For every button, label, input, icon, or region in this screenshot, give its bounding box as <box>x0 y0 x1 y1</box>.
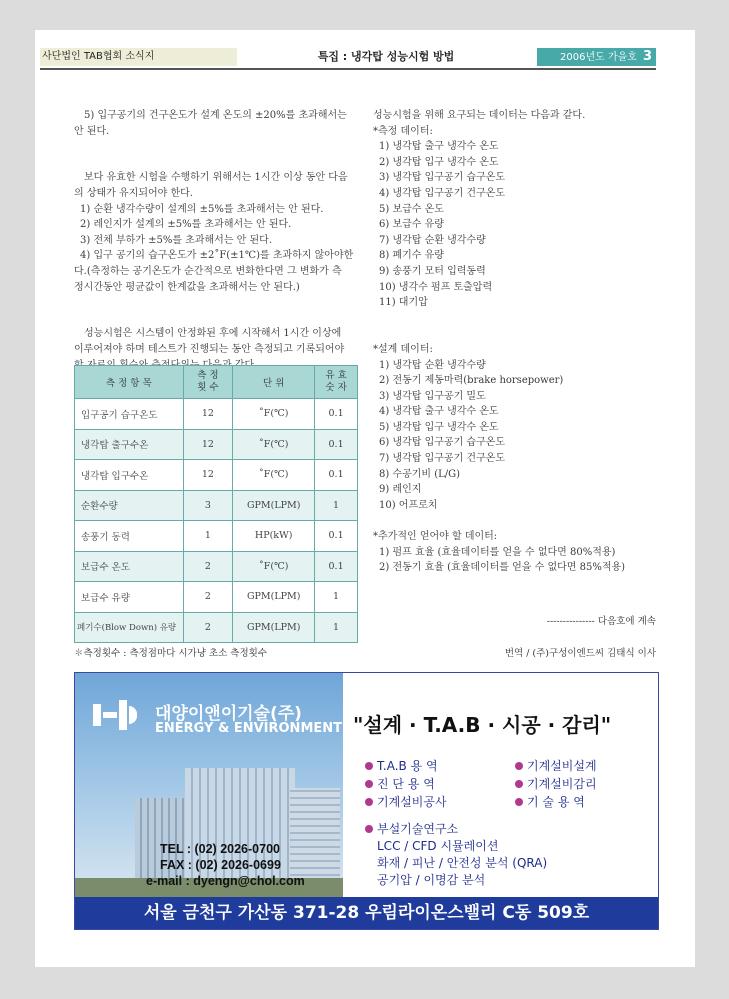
bullet-icon <box>365 780 373 788</box>
list-item: 5) 냉각탑 입구 냉각수 온도 <box>379 421 499 433</box>
cell-item: 냉각탑 출구수온 <box>75 429 184 460</box>
col-header-count: 측 정 횟 수 <box>183 366 233 399</box>
list-item: 1) 냉각탑 순환 냉각수량 <box>379 359 486 371</box>
cell-unit: ˚F(℃) <box>233 551 315 582</box>
paragraph-line: 의 상태가 유지되어야 한다. <box>74 187 193 199</box>
translator-credit: 번역 / (주)구성이엔드씨 김태식 이사 <box>504 648 656 659</box>
section-label: *설계 데이터: <box>373 343 433 355</box>
table-row <box>75 521 358 552</box>
col-header-item: 측 정 항 목 <box>75 366 184 399</box>
list-item: 2) 전동기 제동마력(brake horsepower) <box>379 375 564 387</box>
bullet-icon <box>365 762 373 770</box>
section-label: *측정 데이터: <box>373 125 433 137</box>
service-item: 진 단 용 역 <box>365 775 447 793</box>
list-item: 10) 냉각수 펌프 토출압력 <box>379 281 493 293</box>
service-item: 기계설비공사 <box>365 793 447 811</box>
paragraph-line: 5) 입구공기의 건구온도가 설계 온도의 ±20%를 초과해서는 <box>84 110 347 121</box>
feature-title: 특집 : 냉각탑 성능시험 방법 <box>317 50 455 63</box>
section-label: *추가적인 얻어야 할 데이터: <box>373 531 498 543</box>
bullet-icon <box>365 798 373 806</box>
cell-item: 송풍기 동력 <box>75 521 184 552</box>
email-address: e-mail : dyengn@chol.com <box>146 874 305 888</box>
cell-count: 12 <box>183 429 233 460</box>
page-header <box>40 48 656 70</box>
list-item: 9) 송풍기 모터 입력동력 <box>379 265 486 277</box>
cell-item: 냉각탑 입구수온 <box>75 460 184 491</box>
table-header-row <box>75 366 358 399</box>
list-item: 10) 어프로치 <box>379 499 438 511</box>
cell-item: 입구공기 습구온도 <box>75 399 184 430</box>
cell-digits: 0.1 <box>315 429 358 460</box>
table-row <box>75 551 358 582</box>
service-item: 기계설비감리 <box>515 775 597 793</box>
bullet-icon <box>515 762 523 770</box>
publication-name: 사단법인 TAB협회 소식지 <box>40 48 237 66</box>
list-item: 9) 레인지 <box>379 484 422 496</box>
cell-unit: ˚F(℃) <box>233 460 315 491</box>
cell-count: 2 <box>183 612 233 643</box>
table-note: ✽측정횟수 : 측정점마다 시가냥 초소 측정횟수 <box>74 648 267 659</box>
cell-digits: 1 <box>315 612 358 643</box>
company-english-name: ENERGY & ENVIRONMENT <box>155 721 343 736</box>
cell-unit: GPM(LPM) <box>233 490 315 521</box>
company-name: 대양이앤이기술(주) <box>155 704 302 724</box>
right-column <box>373 108 659 576</box>
list-item: 7) 냉각탑 순환 냉각수량 <box>379 234 486 246</box>
continued-note: --------------- 다음호에 계속 <box>546 616 656 627</box>
cell-digits: 0.1 <box>315 399 358 430</box>
table-row <box>75 399 358 430</box>
cell-digits: 1 <box>315 490 358 521</box>
advertisement <box>74 672 659 930</box>
service-item: 기계설비설계 <box>515 757 597 775</box>
list-item: 11) 대기압 <box>379 297 428 309</box>
service-item: 기 술 용 역 <box>515 793 597 811</box>
cell-unit: GPM(LPM) <box>233 582 315 613</box>
paragraph-line: 성능시험은 시스템이 안정화된 후에 시작해서 1시간 이상에 <box>84 328 342 340</box>
cell-item: 순환수량 <box>75 490 184 521</box>
cell-count: 12 <box>183 460 233 491</box>
paragraph-line: 이루어져야 하며 테스트가 진행되는 동안 측정되고 기록되어야 <box>74 343 345 355</box>
service-item: T.A.B 용 역 <box>365 757 447 775</box>
cell-unit: GPM(LPM) <box>233 612 315 643</box>
phone-number: TEL : (02) 2026-0700 <box>160 842 280 856</box>
bullet-icon <box>515 780 523 788</box>
list-item: 8) 폐기수 유량 <box>379 250 444 262</box>
table-row <box>75 490 358 521</box>
cell-count: 3 <box>183 490 233 521</box>
lab-item: LCC / CFD 시뮬레이션 <box>377 839 499 853</box>
paragraph-line: 3) 전체 부하가 ±5%를 초과해서는 안 된다. <box>80 234 272 246</box>
list-item: 6) 보급수 유량 <box>379 219 444 231</box>
lab-item: 화재 / 피난 / 안전성 분석 (QRA) <box>377 856 548 870</box>
building-photo <box>75 673 343 897</box>
table-row <box>75 582 358 613</box>
ad-slogan: "설계 · T.A.B · 시공 · 감리" <box>353 713 612 737</box>
col-header-digits: 유 효 숫 자 <box>315 366 358 399</box>
paragraph-line: 정시간동안 평균값이 한계값을 초과해서는 안 된다.) <box>74 281 300 293</box>
lab-item: 공기압 / 이명감 분석 <box>377 873 486 887</box>
fax-number: FAX : (02) 2026-0699 <box>160 858 281 872</box>
paragraph-line: 1) 순환 냉각수량이 설계의 ±5%를 초과해서는 안 된다. <box>80 203 324 215</box>
cell-item: 폐기수(Blow Down) 유량 <box>75 612 184 643</box>
issue-season: 2006년도 가을호 <box>560 52 637 63</box>
measurement-table <box>74 365 358 643</box>
cell-unit: ˚F(℃) <box>233 429 315 460</box>
paragraph-line: 성능시험을 위해 요구되는 데이터는 다음과 같다. <box>373 110 586 121</box>
list-item: 7) 냉각탑 입구공기 건구온도 <box>379 453 506 465</box>
col-header-unit: 단 위 <box>233 366 315 399</box>
services-left <box>365 757 447 811</box>
research-lab <box>365 821 547 889</box>
cell-count: 2 <box>183 582 233 613</box>
lab-title: 부설기술연구소 <box>365 821 547 838</box>
cell-count: 2 <box>183 551 233 582</box>
list-item: 2) 냉각탑 입구 냉각수 온도 <box>379 156 499 168</box>
cell-count: 1 <box>183 521 233 552</box>
cell-unit: ˚F(℃) <box>233 399 315 430</box>
company-logo-icon <box>93 700 139 730</box>
cell-count: 12 <box>183 399 233 430</box>
contact-info <box>146 841 305 889</box>
list-item: 5) 보급수 온도 <box>379 203 444 215</box>
cell-digits: 1 <box>315 582 358 613</box>
paragraph-line: 4) 입구 공기의 습구온도가 ±2˚F(±1℃)를 초과하지 않아야한 <box>80 250 354 262</box>
list-item: 8) 수공기비 (L/G) <box>379 468 461 480</box>
list-item: 2) 전동기 효율 (효율데이터를 얻을 수 없다면 85%적용) <box>379 562 626 574</box>
list-item: 3) 냉각탑 입구공기 밀도 <box>379 390 486 402</box>
paragraph-line: 안 된다. <box>74 125 110 137</box>
list-item: 4) 냉각탑 입구공기 건구온도 <box>379 187 506 199</box>
left-column <box>74 108 358 373</box>
paragraph-line: 보다 유효한 시험을 수행하기 위해서는 1시간 이상 동안 다음 <box>84 172 348 184</box>
cell-digits: 0.1 <box>315 551 358 582</box>
list-item: 3) 냉각탑 입구공기 습구온도 <box>379 172 506 184</box>
paragraph-line: 다.(측정하는 공기온도가 순간적으로 변화한다면 그 변화가 측 <box>74 265 342 277</box>
bullet-icon <box>365 825 373 833</box>
issue-label <box>537 48 656 66</box>
cell-digits: 0.1 <box>315 521 358 552</box>
cell-item: 보급수 온도 <box>75 551 184 582</box>
table-row <box>75 460 358 491</box>
list-item: 1) 냉각탑 출구 냉각수 온도 <box>379 141 499 153</box>
list-item: 4) 냉각탑 출구 냉각수 온도 <box>379 406 499 418</box>
table-row <box>75 612 358 643</box>
cell-unit: HP(kW) <box>233 521 315 552</box>
bullet-icon <box>515 798 523 806</box>
paragraph-line: 2) 레인지가 설계의 ±5%를 초과해서는 안 된다. <box>80 219 292 231</box>
services-right <box>515 757 597 811</box>
list-item: 1) 펌프 효율 (효율데이터를 얻을 수 없다면 80%적용) <box>379 546 616 558</box>
page-number: 3 <box>642 49 652 64</box>
list-item: 6) 냉각탑 입구공기 습구온도 <box>379 437 506 449</box>
company-address: 서울 금천구 가산동 371-28 우림라이온스밸리 C동 509호 <box>75 897 658 929</box>
cell-item: 보급수 유량 <box>75 582 184 613</box>
table-row <box>75 429 358 460</box>
cell-digits: 0.1 <box>315 460 358 491</box>
